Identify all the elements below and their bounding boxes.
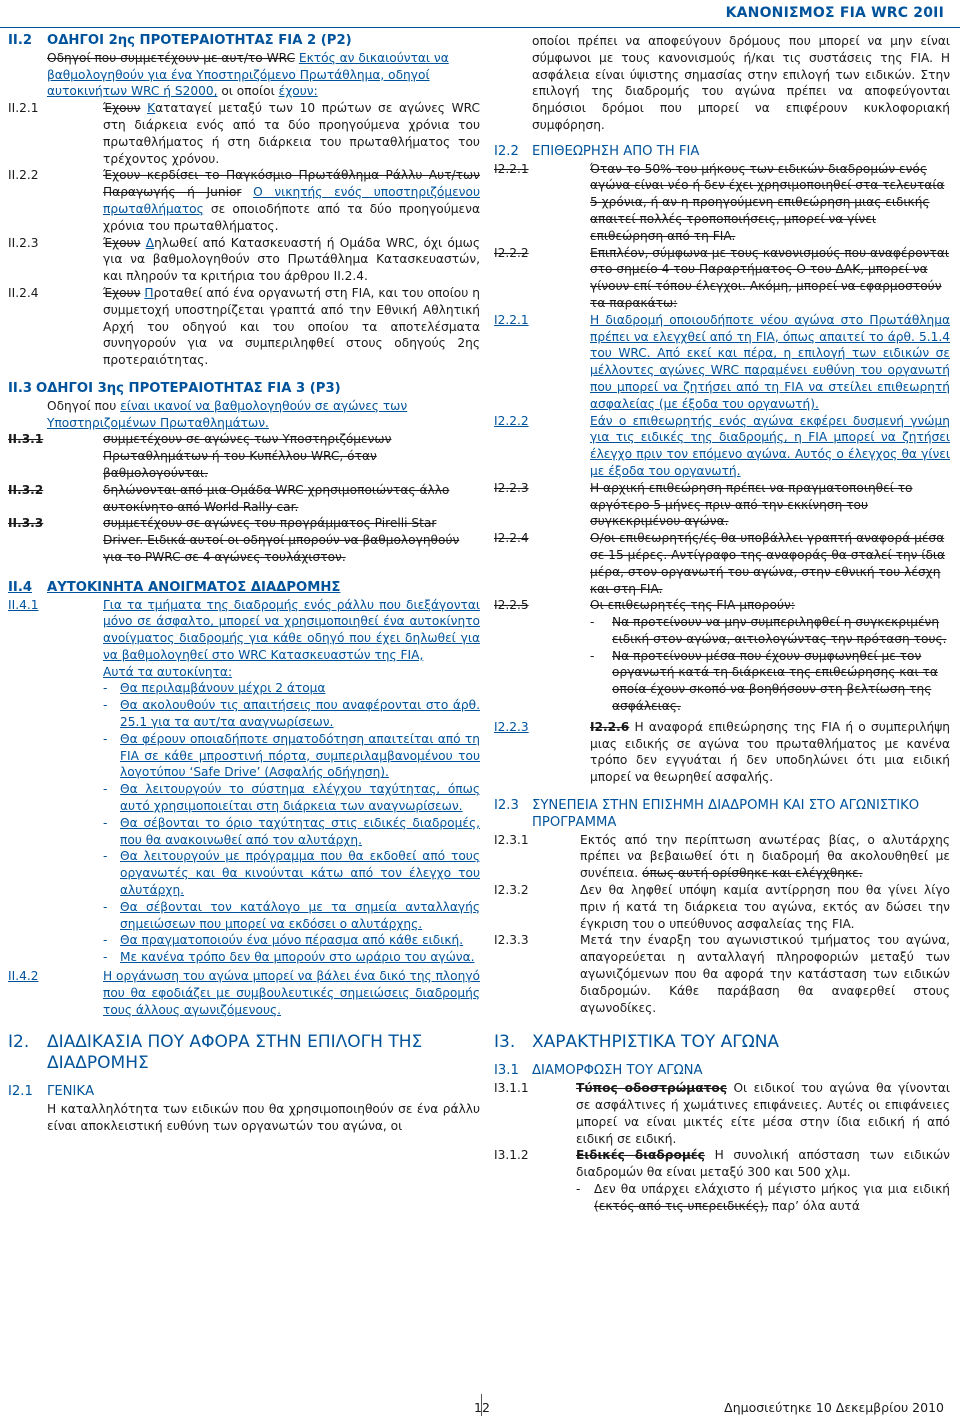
clause <box>8 285 480 369</box>
bullet-dash: - <box>103 933 108 948</box>
clause-list <box>8 100 480 369</box>
section-number: II.2 <box>8 33 32 48</box>
bullet-text: Με κανένα τρόπο δεν θα μπορούν στο ωράριο του αγώνα. <box>120 950 475 965</box>
bullet-item <box>103 815 480 849</box>
clause <box>494 161 950 245</box>
clause <box>8 167 480 234</box>
section-number: I3.1 <box>494 1063 519 1079</box>
inserted-text: Π <box>144 285 154 300</box>
bullet-item <box>103 899 480 933</box>
bullet-dash: - <box>103 899 108 914</box>
deleted-text: I2.2.6 <box>590 719 630 734</box>
clause-text: Ο/οι επιθεωρητής/ές θα υποβάλλει γραπτή αναφορά μέσα σε 15 μέρες. Αντίγραφο της αναφοράς θα σταλεί την ίδια μέρα, στον οργανωτή του αγώνα, στην εθνική του λέσχη και στη FIA. <box>590 531 946 596</box>
section-title: ΕΠΙΘΕΩΡΗΣΗ ΑΠΟ ΤΗ FIA <box>532 143 700 159</box>
clause <box>494 1080 950 1147</box>
bullet-item <box>103 731 480 781</box>
bullet-item <box>590 648 950 715</box>
inserted-text: Κ <box>147 101 156 116</box>
bullet-dash: - <box>103 849 108 864</box>
clause-text: Η οργάνωση του αγώνα μπορεί να βάλει ένα δικό της πλοηγό που θα εφοδιάζει με συμβουλευτικές σημειώσεις διαδρομής τους άλλους αγωνιζόμενους. <box>103 969 480 1017</box>
clause-text <box>47 285 480 369</box>
clause <box>494 312 950 413</box>
bullet-item <box>103 781 480 815</box>
bullet-item <box>103 949 480 966</box>
chapter-number: I2. <box>8 1032 30 1053</box>
clause-number: I2.3.3 <box>494 933 529 948</box>
section-title: ΓΕΝΙΚΑ <box>47 1084 95 1100</box>
section-title: ΟΔΗΓΟΙ 2ης ΠΡΟΤΕΡΑΙΟΤΗΤΑΣ FIA 2 (P2) <box>47 33 352 48</box>
clause-number: I2.2.3 <box>494 719 529 734</box>
clause-text: Η διαδρομή οποιουδήποτε νέου αγώνα στο Πρωτάθλημα πρέπει να ελεγχθεί από τη FIA, όπως απαιτεί το άρθ. 5.1.4 του WRC. Από εκεί και πέρα, η επιλογή των ειδικών σε μέλλοντες αγώνες WRC παραμένει ευθύνη του οργανωτή που μπορεί να ζητήσει από τη FIA να στείλει επιθεωρητή ασφαλείας (με έξοδα του οργανωτή). <box>590 312 950 411</box>
section-heading <box>8 1084 480 1101</box>
clause <box>8 431 480 481</box>
clause-number: I2.2.2 <box>494 245 529 260</box>
plain-text: Εκτός από την περίπτωση ανωτέρας βίας, ο αλυτάρχης πρέπει να βεβαιωθεί ότι η διαδρομή θα ακολουθηθεί με συνέπεια. <box>580 832 950 881</box>
clause-number: I3.1.2 <box>494 1148 529 1163</box>
section-heading <box>8 381 480 398</box>
section-number: II.4 <box>8 579 32 595</box>
clause-text: Εάν ο επιθεωρητής ενός αγώνα εκφέρει δυσμενή γνώμη για τις ειδικές της διαδρομής, η FIA μπορεί να ζητήσει έλεγχο πριν τον επόμενο αγώνα. Αυτός ο έλεγχος θα γίνει με έξοδα του οργανωτή. <box>590 413 950 478</box>
plain-text: σε οποιοδήποτε από τα δύο προηγούμενα χρόνια του πρωταθλήματος. <box>103 201 480 233</box>
bullet-dash: - <box>103 782 108 797</box>
chapter-number: I3. <box>494 1032 516 1053</box>
inserted-text: Εκτός αν δικαιούνται να βαθμολογηθούν για ένα Υποστηριζόμενο Πρωτάθλημα, οδηγοί αυτοκινήτων WRC ή S2000, <box>47 50 449 99</box>
plain-text: Δεν θα υπάρχει ελάχιστο ή μέγιστο μήκος για μια ειδική <box>594 1182 950 1196</box>
clause-text: συμμετέχουν σε αγώνες των Υποστηριζόμενων Πρωταθλημάτων ή του Κυπέλλου WRC, όταν βαθμολογούνται. <box>103 432 392 480</box>
section-title: ΟΔΗΓΟΙ 3ης ΠΡΟΤΕΡΑΙΟΤΗΤΑΣ FIA 3 (P3) <box>36 380 341 396</box>
section-title: ΣΥΝΕΠΕΙΑ ΣΤΗΝ ΕΠΙΣΗΜΗ ΔΙΑΔΡΟΜΗ ΚΑΙ ΣΤΟ ΑΓΩΝΙΣΤΙΚΟ ΠΡΟΓΡΑΜΜΑ <box>532 798 920 830</box>
clause <box>494 530 950 597</box>
clause-number: I2.2.4 <box>494 531 529 546</box>
clause-text <box>532 1080 950 1147</box>
clause-text: Οι επιθεωρητές της FIA μπορούν: <box>590 598 795 613</box>
section-heading <box>494 144 950 161</box>
clause <box>494 719 950 786</box>
clause <box>494 480 950 530</box>
clause-text: Όταν το 50% του μήκους των ειδικών διαδρομών ενός αγώνα είναι νέο ή δεν έχει χρησιμοποιηθεί στα τελευταία 5 χρόνια, ή αν η προηγούμενη επιθεώρηση μιας ειδικής απαιτεί πολλές τροποποιήσεις, μπορεί να γίνει επιθεώρηση από τη FIA. <box>590 161 945 243</box>
clause-number: II.2.1 <box>8 101 39 116</box>
publication-date: Δημοσιεύτηκε 10 Δεκεμβρίου 2010 <box>724 1400 944 1415</box>
clause-number: II.2.2 <box>8 168 39 183</box>
section-heading <box>8 580 480 597</box>
clause-text: Η αρχική επιθεώρηση πρέπει να πραγματοποιηθεί το αργότερο 5 μήνες πριν από την εκκίνηση του συγκεκριμένου αγώνα. <box>590 480 913 529</box>
bullet-text: Θα φέρουν οποιαδήποτε σηματοδότηση απαιτείται από τη FIA σε κάθε μπροστινή πόρτα, συμπεριλαμβανομένου του λογοτύπου ‘Safe Drive’ (Ασφαλής οδήγηση). <box>120 731 480 780</box>
bullet-item <box>590 614 950 648</box>
running-header: ΚΑΝΟΝΙΣΜΟΣ FIA WRC 20ΙΙ <box>725 5 944 21</box>
clause-number: I2.3.1 <box>494 832 529 847</box>
plain-text: Η συνολική απόσταση των ειδικών διαδρομών θα είναι μεταξύ 300 και 500 χλμ. <box>576 1148 950 1180</box>
bullet-item <box>103 932 480 949</box>
section-title: ΔΙΑΜΟΡΦΩΣΗ ΤΟΥ ΑΓΩΝΑ <box>532 1063 703 1079</box>
section-heading <box>8 33 480 50</box>
bullet-item <box>494 1181 950 1215</box>
bullet-list <box>494 614 950 715</box>
plain-text: ηλωθεί από Κατασκευαστή ή Ομάδα WRC, όχι όμως για να βαθμολογηθούν στο Πρωτάθλημα Κατασκευαστών, και πληρούν τα κριτήρια του άρθρου II.2.4. <box>103 235 480 284</box>
bullet-dash: - <box>590 648 595 663</box>
clause <box>8 597 480 681</box>
clause-text <box>47 235 480 285</box>
clause-number: I2.2.3 <box>494 480 529 495</box>
clause-text: Επιπλέον, σύμφωνα με τους κανονισμούς που αναφέρονται στο σημείο 4 του Παραρτήματος Ο του ΔΑΚ, μπορεί να γίνουν επί τόπου έλεγχοι. Ακόμη, μπορεί να εφαρμοστούν τα παρακάτω: <box>590 245 950 310</box>
clause-text: Αυτά τα αυτοκίνητα: <box>103 664 233 679</box>
plain-text: οι οποίοι <box>221 84 275 99</box>
deleted-text: Ειδικές διαδρομές <box>576 1148 705 1163</box>
clause-text: δηλώνονται από μια Ομάδα WRC χρησιμοποιώντας άλλο αυτοκίνητο από World Rally car. <box>103 482 450 514</box>
bullet-item <box>103 697 480 731</box>
bullet-text: Να προτείνουν να μην συμπεριληφθεί η συγκεκριμένη ειδική στον αγώνα, αιτιολογώντας την πρόταση τους. <box>612 615 947 646</box>
section-number: II.3 <box>8 380 32 396</box>
plain-text: αταταγεί μεταξύ των 10 πρώτων σε αγώνες WRC στη διάρκεια ενός από τα δύο προηγούμενα χρόνια του πρωταθλήματος ή στη διάρκεια του πρωταθλήματος του τρέχοντος χρόνου. <box>103 101 481 166</box>
section-number: I2.2 <box>494 143 519 159</box>
chapter-heading <box>494 1032 950 1053</box>
section-number: I2.3 <box>494 798 519 814</box>
bullet-dash: - <box>103 950 108 965</box>
deleted-text: Έχουν <box>103 101 141 116</box>
paragraph: Η καταλληλότητα των ειδικών που θα χρησιμοποιηθούν σε ένα ράλλυ είναι αποκλειστική ευθύνη των οργανωτών του αγώνα, οι <box>47 1102 480 1134</box>
clause <box>494 245 950 312</box>
clause <box>494 882 950 932</box>
section-heading <box>494 798 950 832</box>
clause-text: Μετά την έναρξη του αγωνιστικού τμήματος του αγώνα, απαγορεύεται η ανταλλαγή πληροφοριών μεταξύ των αγωνιζόμενων που θα αφορά την κατάσταση των ειδικών διαδρομών. Κάθε παράβαση θα αναφερθεί στους αγωνοδίκες. <box>580 933 950 1015</box>
bullet-text: Θα σέβονται τον κατάλογο με τα σημεία ανταλλαγής σημειώσεων που μπορεί να εκδόσει ο αλυτάρχης. <box>120 899 480 931</box>
bullet-text: Θα πραγματοποιούν ένα μόνο πέρασμα από κάθε ειδική. <box>120 933 464 948</box>
clause-text: συμμετέχουν σε αγώνες του προγράμματος Pirelli Star Driver. Ειδικά αυτοί οι οδηγοί μπορούν να βαθμολογηθούν για το PWRC σε 4 αγώνες τουλάχιστον. <box>103 516 460 564</box>
clause <box>8 235 480 285</box>
clause <box>8 968 480 1018</box>
section-title: ΑΥΤΟΚΙΝΗΤΑ ΑΝΟΙΓΜΑΤΟΣ ΔΙΑΔΡΟΜΗΣ <box>47 579 341 595</box>
clause-number: I2.2.1 <box>494 312 529 327</box>
deleted-text: Οδηγοί που συμμετέχουν με αυτ/το WRC <box>47 50 296 65</box>
clause <box>8 482 480 516</box>
clause-number: I2.2.2 <box>494 413 529 428</box>
clause-number: II.3.2 <box>8 482 44 497</box>
bullet-text: Θα περιλαμβάνουν μέχρι 2 άτομα <box>120 681 326 696</box>
left-column <box>8 33 480 1135</box>
plain-text: Η αναφορά επιθεώρησης της FIA ή ο συμπεριλήψη μιας ειδικής σε αγώνα του πρωταθλήματος με κανένα τρόπο δεν εγγυάται ή δεν υποδηλώνει ότι μια ειδική μπορεί να θεωρηθεί ασφαλής. <box>590 719 951 785</box>
bullet-list <box>8 680 480 966</box>
clause-number: I2.2.1 <box>494 161 529 176</box>
inserted-text: Ο νικητής ενός υποστηριζόμενου πρωταθλήματος <box>103 185 480 216</box>
clause-text <box>47 167 480 234</box>
bullet-text: Θα λειτουργούν το σύστημα ελέγχου ταχύτητας, όπως αυτό χρησιμοποιείται στη διάρκεια των αναγνωρίσεων. <box>120 782 480 814</box>
bullet-text: Θα σέβονται το όριο ταχύτητας στις ειδικές διαδρομές, που θα ανακοινωθεί από τον αλυτάρχη. <box>120 815 480 847</box>
bullet-dash: - <box>103 815 108 830</box>
clause-text <box>532 1147 950 1181</box>
clause <box>494 832 950 882</box>
bullet-dash: - <box>103 698 108 713</box>
clause-number: I2.2.5 <box>494 598 529 613</box>
deleted-text: Έχουν κερδίσει το Παγκόσμιο Πρωτάθλημα Ράλλυ Αυτ/των Παραγωγής ή Junior <box>103 168 480 200</box>
inserted-text: έχουν: <box>278 84 318 99</box>
clause-number: II.4.2 <box>8 969 39 984</box>
clause <box>494 413 950 480</box>
bullet-item <box>103 848 480 898</box>
clause-number: I3.1.1 <box>494 1081 529 1096</box>
clause-number: II.3.3 <box>8 516 44 531</box>
clause-number: II.2.3 <box>8 235 39 250</box>
page-number: 12 <box>474 1400 490 1415</box>
clause <box>494 932 950 1016</box>
bullet-dash: - <box>103 681 108 696</box>
bullet-text: Θα λειτουργούν με πρόγραμμα που θα εκδοθεί από τους οργανωτές και θα κινούνται κάτω από τον έλεγχο του αλυτάρχη. <box>120 849 480 898</box>
plain-text: Οι ειδικοί του αγώνα θα γίνονται σε ασφάλτινες ή χωμάτινες επιφάνειες. Αυτές οι επιφάνειες μπορεί να είναι μικτές είτε μέσα στην ίδια ειδική ή από ειδική σε ειδική. <box>576 1081 950 1146</box>
deleted-text: Έχουν <box>103 285 141 300</box>
paragraph: οποίοι πρέπει να αποφεύγουν δρόμους που μπορεί να μην είναι σύμφωνοι με τους κανονισμούς ή/και τις συστάσεις της FIA. Η ασφάλεια είναι ύψιστης σημασίας στην επιλογή των ειδικών. Στην επιλογή της διαδρομής του αγώνα πρέπει να αποφεύγονται δημόσιοι δρόμοι που μπορεί να επιφέρουν κυκλοφοριακή συμφόρηση. <box>532 34 950 132</box>
clause-text <box>47 100 480 167</box>
bullet-dash: - <box>576 1182 581 1196</box>
clause <box>8 100 480 167</box>
bullet-dash: - <box>103 731 108 746</box>
deleted-text: (εκτός από τις υπερειδικές), <box>594 1198 769 1213</box>
clause-text: Για τα τμήματα της διαδρομής ενός ράλλυ που διεξάγονται μόνο σε άσφαλτο, μπορεί να χρησιμοποιηθεί ένα αυτοκίνητο ανοίγματος διαδρομής για κάθε οδηγό που έχει δηλωθεί για να βαθμολογηθεί στο WRC Κατασκευαστών της FIA, <box>103 597 480 662</box>
header-rule <box>0 27 960 28</box>
clause-number: I2.3.2 <box>494 883 529 898</box>
clause-number: II.3.1 <box>8 432 44 447</box>
plain-text: παρ’ όλα αυτά <box>771 1198 860 1213</box>
plain-text: Οδηγοί που <box>47 398 117 413</box>
section-number: I2.1 <box>8 1084 33 1100</box>
clause <box>494 1147 950 1181</box>
inserted-text: είναι ικανοί να βαθμολογηθούν σε αγώνες των Υποστηριζομένων Πρωταθλημάτων. <box>47 398 408 430</box>
section-intro <box>8 50 480 100</box>
clause <box>494 597 950 614</box>
deleted-text: Τύπος οδοστρώματος <box>576 1081 728 1096</box>
bullet-text: Θα ακολουθούν τις απαιτήσεις που αναφέρονται στο άρθ. 25.1 για τα αυτ/τα αναγνωρίσεων. <box>120 698 480 730</box>
bullet-text: Να προτείνουν μέσα που έχουν συμφωνηθεί με τον οργανωτή κατά τη διάρκεια της επιθεώρησης και τα οποία έχουν σκοπό να βοηθήσουν στη βελτίωση της ασφάλειας. <box>612 648 938 714</box>
chapter-title: ΧΑΡΑΚΤΗΡΙΣΤΙΚΑ ΤΟΥ ΑΓΩΝΑ <box>532 1032 780 1053</box>
right-column <box>494 33 950 1215</box>
deleted-text: όπως αυτή ορίσθηκε και ελέγχθηκε. <box>642 866 863 881</box>
section-heading <box>494 1063 950 1080</box>
bullet-text <box>594 1181 950 1215</box>
bullet-item <box>103 680 480 697</box>
clause-list <box>8 431 480 565</box>
page-footer <box>0 1398 960 1418</box>
chapter-title: ΔΙΑΔΙΚΑΣΙΑ ΠΟΥ ΑΦΟΡΑ ΣΤΗΝ ΕΠΙΛΟΓΗ ΤΗΣ ΔΙΑΔΡΟΜΗΣ <box>47 1032 423 1074</box>
clause-text <box>532 719 950 786</box>
deleted-text: Έχουν <box>103 235 141 250</box>
clause <box>8 515 480 565</box>
chapter-heading <box>8 1032 480 1074</box>
clause-number: II.4.1 <box>8 597 39 612</box>
section-intro <box>8 398 480 432</box>
plain-text: ροταθεί από ένα οργανωτή στη FIA, και του οποίου η συμμετοχή υποστηρίζεται γραπτά από την Εθνική Αθλητική Αρχή του οδηγού και του οποίου τα αποτελέσματα συνηγορούν για να συμπεριληφθεί στους οδηγούς 2ης προτεραιότητας. <box>103 285 480 368</box>
bullet-dash: - <box>590 615 595 630</box>
clause-number: II.2.4 <box>8 285 39 300</box>
clause-text: Δεν θα ληφθεί υπόψη καμία αντίρρηση που θα γίνει λίγο πριν ή κατά τη διάρκεια του αγώνα, εκτός αν δώσει την έγκριση του ο υπεύθυνος ασφαλείας της FIA. <box>580 883 950 931</box>
clause-text <box>532 832 950 882</box>
inserted-text: Δ <box>145 235 155 250</box>
